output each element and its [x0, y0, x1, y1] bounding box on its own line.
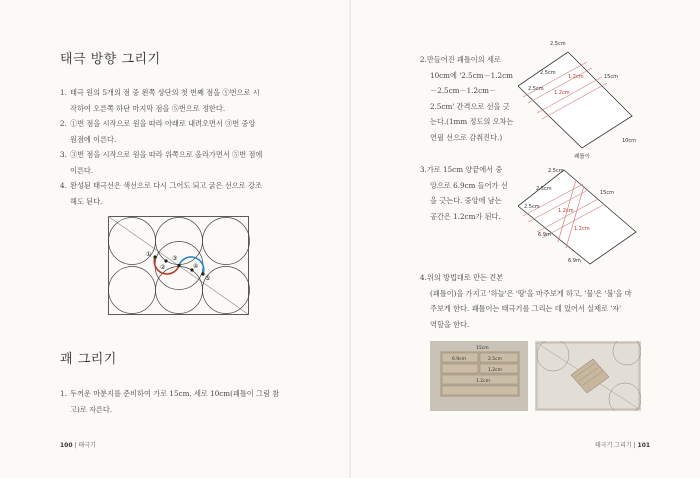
- point-1-label: ①: [146, 251, 152, 258]
- photo-label-c: 1.2cm: [488, 368, 503, 373]
- right-step-3-line: [420, 317, 632, 333]
- right-step-1: [420, 52, 513, 145]
- fig2-label-c: 2.5cm: [524, 204, 540, 210]
- right-step-1-line: [420, 99, 513, 115]
- step-text: 는다.(1mm 정도의 오차는: [430, 117, 514, 126]
- page-gutter: [349, 0, 351, 478]
- fig2-label-right: 6.9m: [568, 258, 581, 264]
- footer-right: 태극기 그리기 | 101: [595, 442, 651, 449]
- right-step-3-line: [420, 286, 632, 302]
- step-text: 만들어진 괘틀이의 세로: [426, 55, 501, 64]
- footer-title-left: 태극기: [78, 442, 96, 449]
- step-text: 원점에 이른다.: [70, 134, 117, 144]
- right-step-2: [420, 162, 508, 224]
- step-text: 태극 원의 5개의 점 중 왼쪽 상단의 첫 번째 점을 ①번으로 시: [70, 88, 260, 97]
- left-step-3: [60, 147, 262, 178]
- right-step-3: [420, 270, 632, 332]
- left-step-1-line: [60, 101, 260, 117]
- step-text: 작하여 오른쪽 하단 마지막 점을 ⑤번으로 정한다.: [70, 103, 226, 113]
- right-step-2-line: [420, 178, 508, 194]
- left-step-4-line: [60, 178, 262, 194]
- right-step-1-line: [420, 83, 513, 99]
- photo-label-w: 15cm: [476, 346, 489, 351]
- step-text: ①번 점을 시작으로 원을 따라 아래로 내려오면서 ③번 중앙: [70, 119, 256, 128]
- step-text: 위의 방법대로 만든 견본: [426, 273, 504, 282]
- step-number: 1.: [60, 389, 67, 398]
- left-step-3-line: [60, 163, 262, 179]
- left-step-4-line: [60, 194, 262, 210]
- page-number-right: 101: [637, 442, 651, 449]
- fig1-label-e: 1.2cm: [554, 90, 570, 96]
- gwae-frame-figure-1: [518, 34, 646, 162]
- step-text: 해도 된다.: [70, 196, 103, 206]
- right-step-1-line: [420, 68, 513, 84]
- step-text: 주보게 한다. 괘틀이는 태극기를 그리는 데 있어서 실제로 '자': [430, 304, 622, 313]
- fig2-label-width: 15cm: [600, 190, 614, 196]
- photo-label-d: 1.2cm: [476, 379, 491, 384]
- right-step-1-line: [420, 114, 513, 130]
- section-title-gwae-drawing: 괘 그리기: [60, 352, 117, 367]
- point-2-label: ②: [160, 264, 166, 271]
- step-text: 을 긋는다. 중앙에 남는: [430, 196, 502, 205]
- left-step2-1-line: [60, 402, 279, 418]
- step-number: 3.: [60, 150, 67, 159]
- fig1-caption: 괘틀이: [574, 154, 590, 160]
- left-step-4: [60, 178, 262, 209]
- photo-label-a: 6.9cm: [452, 357, 467, 362]
- fig1-label-height: 10cm: [622, 138, 636, 144]
- taegeuk-circle-diagram: [108, 216, 250, 316]
- page-number-left: 100: [60, 442, 73, 449]
- step-text: 공간은 1.2cm가 된다.: [430, 211, 501, 221]
- step-text: 가로 15cm 양끝에서 중: [426, 165, 503, 174]
- footer-left: 100 | 태극기: [60, 442, 96, 449]
- right-step-1-line: [420, 130, 513, 146]
- step-text: (괘틀이)을 가지고 '하늘'은 '땅'을 마주보게 하고, '물'은 '불'을 마: [430, 288, 632, 298]
- fig2-label-b: 2.5cm: [536, 186, 552, 192]
- left-step-1-line: [60, 85, 260, 101]
- left-step2-1: [60, 386, 279, 417]
- step-number: 2.: [60, 119, 67, 128]
- left-step-2: [60, 116, 255, 147]
- step-text: 역할을 한다.: [430, 319, 470, 329]
- section-title-taegeuk-direction: 태극 방향 그리기: [60, 52, 161, 67]
- step-text: 고)로 자른다.: [70, 404, 113, 414]
- step-text: 연필 선으로 감춰진다.): [430, 132, 503, 142]
- left-step2-1-line: [60, 386, 279, 402]
- fig1-label-a: 2.5cm: [550, 41, 566, 47]
- step-number: 1.: [60, 88, 67, 97]
- right-step-2-line: [420, 162, 508, 178]
- fig1-label-c: 2.5cm: [528, 86, 544, 92]
- right-step-1-line: [420, 52, 513, 68]
- left-step-3-line: [60, 147, 262, 163]
- template-photo: [430, 341, 528, 411]
- footer-title-right: 태극기 그리기: [595, 442, 632, 449]
- right-step-3-line: [420, 270, 632, 286]
- fig2-label-d: 1.2cm: [558, 208, 574, 214]
- fig1-label-b: 2.5cm: [540, 70, 556, 76]
- step-text: 이른다.: [70, 165, 94, 175]
- right-step-2-line: [420, 209, 508, 225]
- step-text: ③번 점을 시작으로 원을 따라 위쪽으로 올라가면서 ⑤번 점에: [70, 150, 263, 159]
- step-number: 3.: [420, 165, 427, 174]
- right-step-3-line: [420, 301, 632, 317]
- drawing-photo: [535, 341, 641, 411]
- left-step-1: [60, 85, 260, 116]
- step-text: 완성된 태극선은 색선으로 다시 그어도 되고 굵은 선으로 강조: [70, 181, 262, 190]
- gwae-frame-figure-2: [518, 164, 646, 268]
- fig2-label-e: 1.2cm: [574, 226, 590, 232]
- point-4-label: ④: [193, 263, 199, 270]
- fig1-label-width: 15cm: [604, 74, 618, 80]
- step-number: 4.: [420, 273, 427, 282]
- point-3-label: ③: [172, 255, 178, 262]
- step-text: 2.5cm' 간격으로 선을 긋: [430, 101, 510, 111]
- fig1-label-d: 1.2cm: [568, 74, 584, 80]
- left-step-2-line: [60, 132, 255, 148]
- step-number: 4.: [60, 181, 67, 190]
- left-step-2-line: [60, 116, 255, 132]
- photo-label-b: 2.5cm: [488, 357, 503, 362]
- step-text: 10cm에 '2.5cm－1.2cm: [430, 70, 513, 80]
- step-number: 2.: [420, 55, 427, 64]
- fig2-label-left: 6.9m: [538, 232, 551, 238]
- fig2-label-a: 2.5cm: [548, 168, 564, 174]
- step-text: －2.5cm－1.2cm－: [430, 86, 497, 95]
- step-text: 두꺼운 마분지를 준비하여 가로 15cm, 세로 10cm(괘틀이 그림 참: [70, 389, 280, 398]
- right-step-2-line: [420, 193, 508, 209]
- point-5-label: ⑤: [205, 275, 211, 282]
- step-text: 앙으로 6.9cm 들어가 선: [430, 180, 508, 190]
